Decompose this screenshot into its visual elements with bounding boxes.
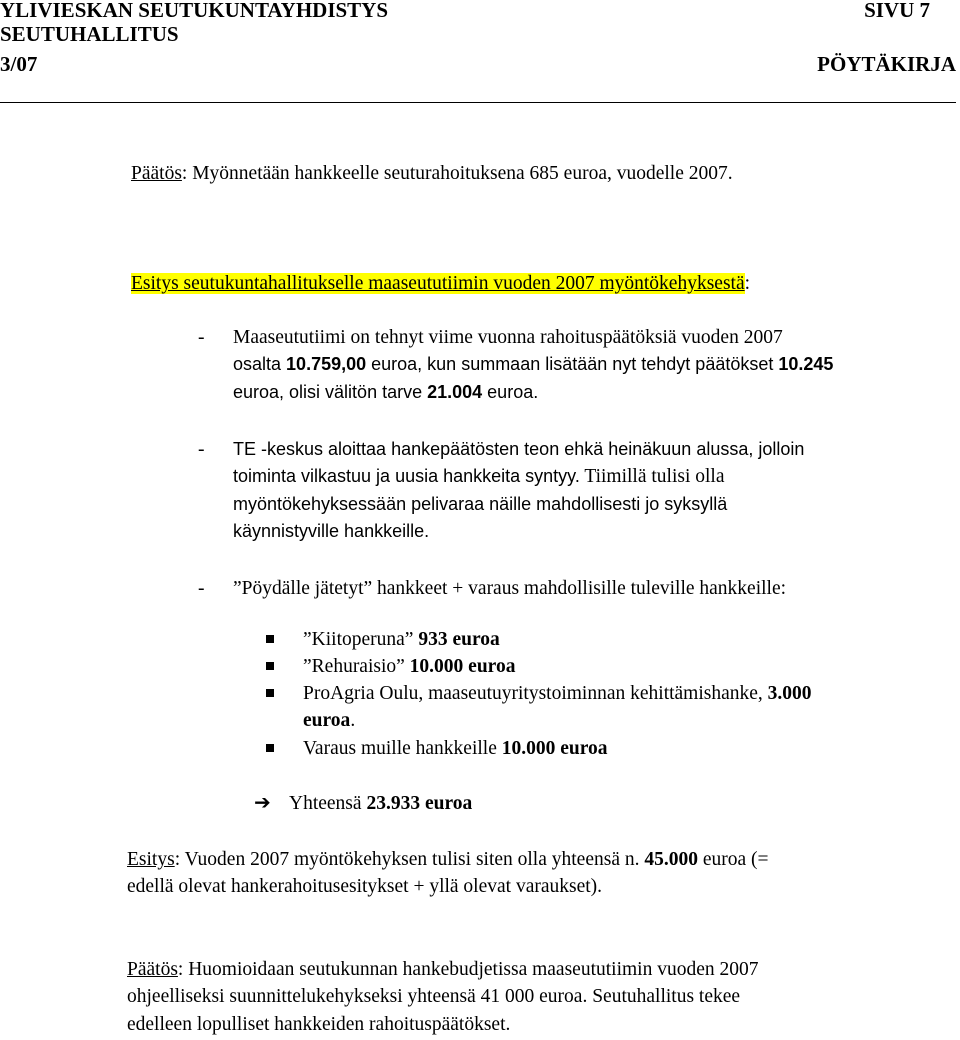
bullet-marker <box>266 662 274 670</box>
list-item-2 <box>233 436 804 545</box>
text-span: ”Kiitoperuna” <box>303 629 419 650</box>
page-number: SIVU 7 <box>864 0 930 22</box>
total-line <box>289 790 472 817</box>
bullet-marker <box>266 744 274 752</box>
total-label: Yhteensä <box>289 793 367 814</box>
proposal-line-1 <box>127 846 769 873</box>
amount: 3.000 <box>767 683 812 704</box>
list-item-2-line-2 <box>233 463 804 490</box>
text-span: euroa, kun summaan lisätään nyt tehdyt päätökset <box>366 354 779 375</box>
amount: 10.000 euroa <box>409 656 516 677</box>
amount: euroa <box>303 710 351 732</box>
list-item-2-line-3: myöntökehyksessään pelivaraa näille mahdollisesti jo syksyllä <box>233 493 728 514</box>
amount: 45.000 <box>644 849 698 870</box>
proposal-heading <box>131 270 750 297</box>
decision-label: Päätös <box>131 163 182 184</box>
bullet-marker <box>266 689 274 697</box>
dash-marker: - <box>198 578 205 599</box>
bullet-item-3-line-2 <box>303 707 812 734</box>
text-span: Tiimillä tulisi olla <box>579 466 725 488</box>
bullet-item-3 <box>303 680 812 735</box>
total-value: 23.933 euroa <box>366 793 473 814</box>
bullet-item-4 <box>303 735 608 762</box>
body-name: SEUTUHALLITUS <box>0 22 179 46</box>
list-item-1 <box>233 324 833 406</box>
text-span: osalta <box>233 354 287 375</box>
bullet-item-1 <box>303 626 500 653</box>
amount: 10.245 <box>778 354 834 375</box>
text-span: ”Rehuraisio” <box>303 656 410 677</box>
list-item-1-line-2 <box>233 351 833 378</box>
list-item-2-line-1: TE -keskus aloittaa hankepäätösten teon ehkä heinäkuun alussa, jolloin <box>233 439 805 459</box>
dash-marker: - <box>198 327 205 348</box>
bullet-item-2 <box>303 653 515 680</box>
amount: 10.000 euroa <box>501 738 608 759</box>
decision-label: Päätös <box>127 959 178 980</box>
amount: 10.759,00 <box>286 354 367 375</box>
document-type: PÖYTÄKIRJA <box>817 52 956 76</box>
decision-text: : Myönnetään hankkeelle seuturahoituksena 685 euroa, vuodelle 2007. <box>181 163 733 184</box>
decision-2-line-3: edelleen lopulliset hankkeiden rahoituspäätökset. <box>127 1013 511 1035</box>
text-span: toiminta vilkastuu ja uusia hankkeita syntyy. <box>233 466 580 487</box>
list-item-2-line-4: käynnistyville hankkeille. <box>233 520 430 541</box>
text-span: euroa (= <box>697 849 769 870</box>
proposal-label: Esitys <box>127 849 175 870</box>
text-span: ProAgria Oulu, maaseutuyritystoiminnan kehittämishanke, <box>303 683 768 704</box>
header-rule <box>0 102 956 103</box>
text-span: : Vuoden 2007 myöntökehyksen tulisi siten olla yhteensä n. <box>174 849 645 870</box>
amount: 21.004 <box>427 381 483 402</box>
list-item-1-line-3 <box>233 379 833 406</box>
text-span: euroa, olisi välitön tarve <box>233 381 428 402</box>
proposal-paragraph <box>127 846 769 901</box>
list-item-1-line-1: Maaseututiimi on tehnyt viime vuonna rahoituspäätöksiä vuoden 2007 <box>233 327 783 348</box>
bullet-marker <box>266 635 274 643</box>
proposal-heading-text: Esitys seutukuntahallitukselle maaseututiimin vuoden 2007 myöntökehyksestä <box>131 273 745 294</box>
text-span: : Huomioidaan seutukunnan hankebudjetissa maaseututiimin vuoden 2007 <box>177 959 759 980</box>
meeting-number: 3/07 <box>0 52 38 76</box>
organization-name: YLIVIESKAN SEUTUKUNTAYHDISTYS <box>0 0 389 22</box>
proposal-line-2: edellä olevat hankerahoitusesitykset + yllä olevat varaukset). <box>127 876 603 898</box>
proposal-heading-colon: : <box>744 273 751 294</box>
decision-2-line-1 <box>127 956 759 983</box>
arrow-icon: ➔ <box>254 792 271 814</box>
dash-marker: - <box>198 439 205 460</box>
decision-paragraph-2 <box>127 956 759 1038</box>
text-span: . <box>350 710 356 732</box>
decision-paragraph-1 <box>131 160 733 187</box>
text-span: euroa. <box>482 381 539 402</box>
text-span: Varaus muille hankkeille <box>303 738 502 759</box>
decision-2-line-2: ohjeelliseksi suunnittelukehykseksi yhteensä 41 000 euroa. Seutuhallitus tekee <box>127 986 741 1008</box>
amount: 933 euroa <box>418 629 500 650</box>
list-item-3: ”Pöydälle jätetyt” hankkeet + varaus mahdollisille tuleville hankkeille: <box>233 578 787 599</box>
bullet-item-3-line-1 <box>303 680 812 707</box>
